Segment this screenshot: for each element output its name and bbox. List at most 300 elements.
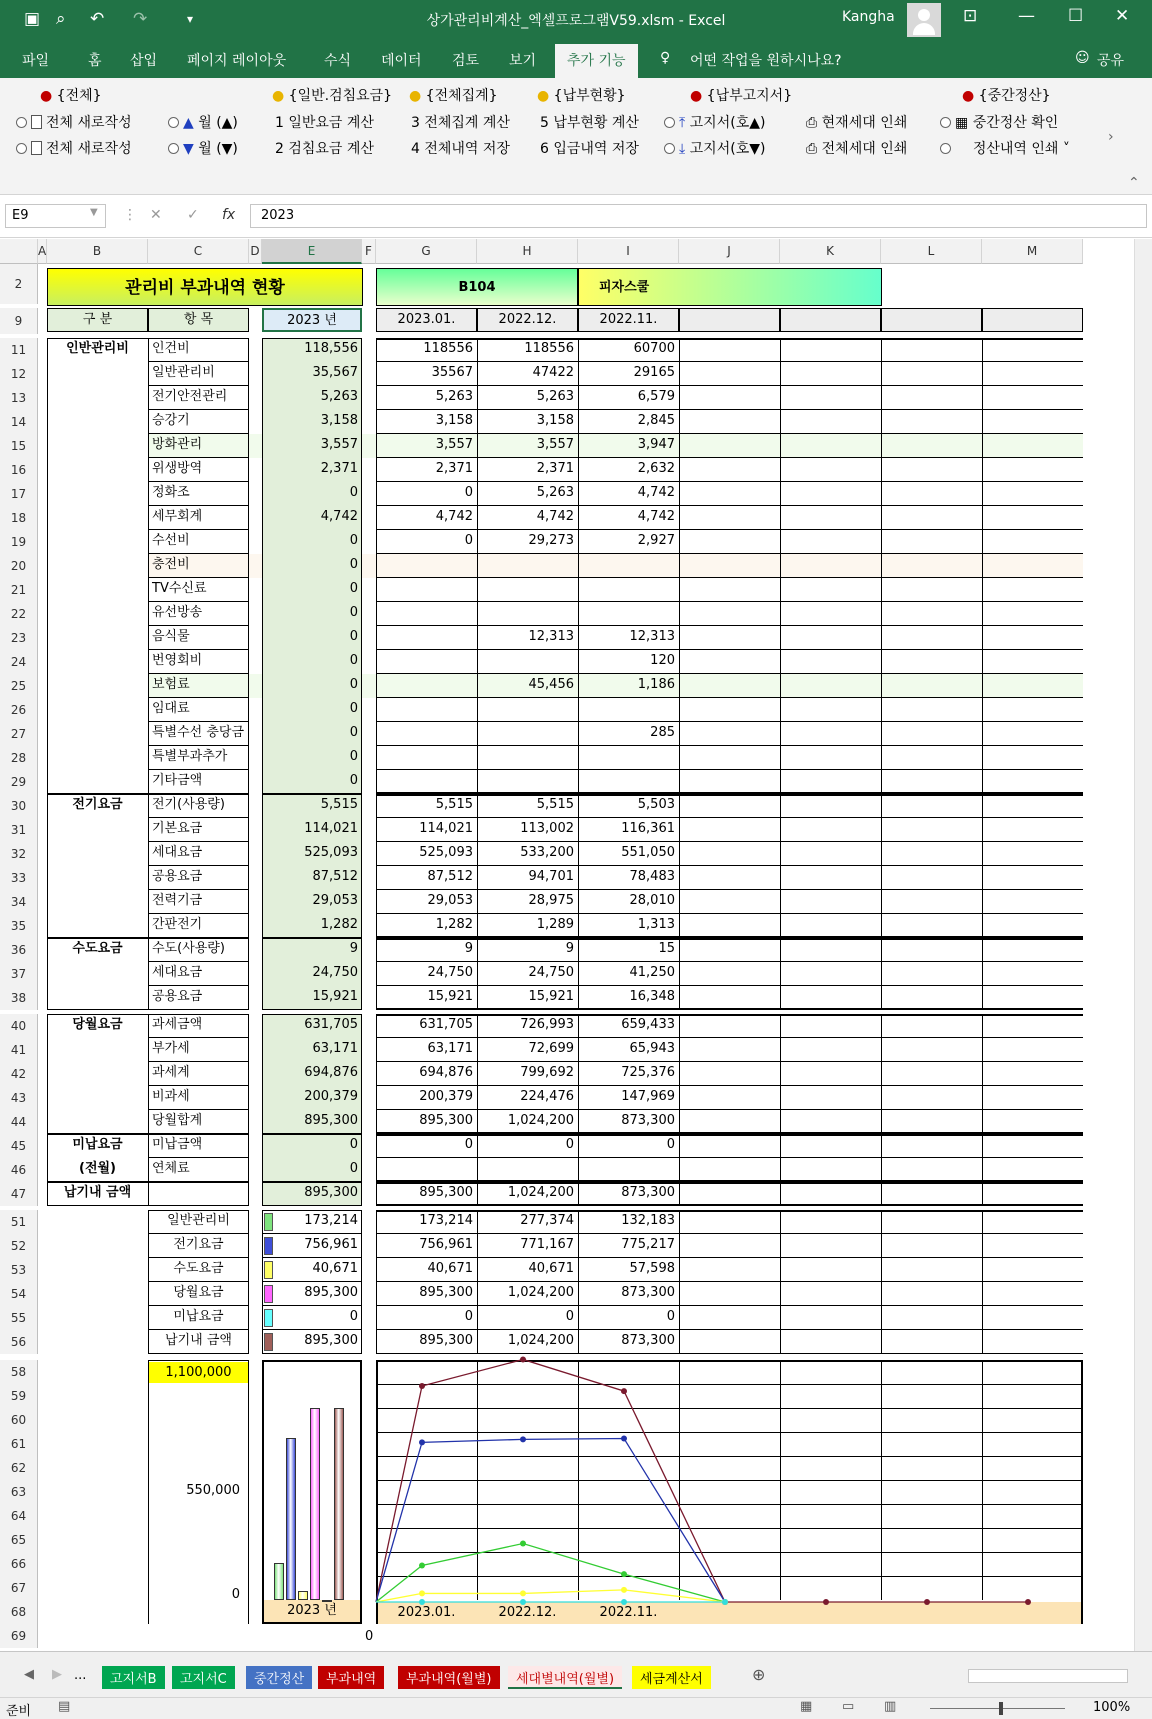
line-x-label: 2022.12. [498, 1605, 557, 1620]
row-header[interactable]: 38 [0, 986, 38, 1010]
grid-line [262, 1134, 263, 1182]
group-general[interactable]: ● {일반.검침요금} [272, 88, 393, 104]
summary-total-value: 756,961 [304, 1237, 358, 1252]
grid-line [376, 938, 1083, 940]
month-value: 15 [658, 941, 675, 956]
general-calc-button[interactable]: 1 일반요금 계산 [275, 115, 374, 131]
series-point [621, 1435, 627, 1441]
group-payment[interactable]: ● {납부현황} [537, 88, 626, 104]
customize-qat-icon[interactable]: ▾ [187, 12, 194, 26]
x-zero-label: 0 [365, 1629, 374, 1644]
zoom-level[interactable]: 100% [1093, 1700, 1131, 1715]
bulb-icon: ● [272, 88, 285, 104]
row-header[interactable]: 54 [0, 1282, 38, 1306]
year-total: 200,379 [262, 1086, 362, 1110]
row-header[interactable]: 66 [0, 1552, 38, 1576]
grid-line [248, 1014, 249, 1134]
row-header[interactable]: 30 [0, 794, 38, 818]
add-sheet-icon[interactable]: ⊕ [752, 1665, 766, 1684]
save-icon[interactable]: ▣ [24, 9, 41, 29]
notice-down-button[interactable]: ⤓ 고지서(호▼) [664, 140, 765, 158]
sheet-tab[interactable]: 고지서B [102, 1666, 165, 1689]
month-value: 799,692 [520, 1065, 574, 1080]
item-label: 유선방송 [152, 605, 203, 620]
column-header-J[interactable]: J [679, 239, 780, 264]
column-header-D[interactable]: D [249, 239, 262, 264]
series-point [419, 1439, 425, 1445]
series-point [419, 1383, 425, 1389]
row-header[interactable]: 26 [0, 698, 38, 722]
document-icon [31, 115, 42, 129]
save-all-button[interactable]: 4 전체내역 저장 [411, 141, 510, 157]
month-value: 551,050 [621, 845, 675, 860]
grid-line [248, 1210, 249, 1354]
page-layout-view-icon[interactable]: ▭ [842, 1699, 855, 1714]
print-preview-icon[interactable]: ⌕ [56, 9, 66, 29]
scroll-right-icon[interactable]: ▶ [52, 1667, 62, 1682]
tab-home[interactable]: 홈 [88, 53, 102, 69]
column-header-E[interactable]: E [262, 239, 362, 264]
zoom-slider-thumb[interactable] [999, 1702, 1003, 1715]
row-header[interactable]: 37 [0, 962, 38, 986]
sheet-tab[interactable]: 부과내역(월별) [398, 1666, 500, 1689]
month-value: 873,300 [621, 1113, 675, 1128]
line-x-label: 2023.01. [397, 1605, 456, 1620]
legend-swatch [264, 1237, 273, 1255]
grid-line [262, 1210, 362, 1211]
month-value: 118556 [524, 341, 574, 356]
grid-line [376, 1353, 1083, 1354]
grid-line [679, 1014, 680, 1134]
year-total: 694,876 [262, 1062, 362, 1086]
person-icon: ☺ [1075, 50, 1090, 66]
grid-line [881, 1182, 882, 1206]
row-header[interactable]: 19 [0, 530, 38, 554]
row-header[interactable]: 43 [0, 1086, 38, 1110]
bar-2 [298, 1591, 308, 1600]
summary-month-value: 775,217 [621, 1237, 675, 1252]
macro-record-icon[interactable]: ▤ [58, 1699, 71, 1714]
grid-line [477, 1014, 478, 1134]
tab-insert[interactable]: 삽입 [130, 53, 158, 69]
row-header[interactable]: 9 [0, 308, 38, 334]
row-header[interactable]: 2 [0, 264, 38, 304]
year-total: 631,705 [262, 1014, 362, 1038]
series-point [520, 1436, 526, 1442]
grid-line [376, 938, 377, 1010]
month-value: 224,476 [520, 1089, 574, 1104]
avatar[interactable] [907, 3, 941, 37]
month-value: 1,313 [637, 917, 675, 932]
grid-line [578, 1182, 579, 1206]
grid-line [248, 338, 249, 794]
grid-line [578, 1014, 579, 1134]
new-all-button-2[interactable]: 전체 새로작성 [16, 140, 132, 158]
item-label: 공용요금 [152, 869, 203, 884]
horizontal-scrollbar[interactable] [968, 1669, 1128, 1683]
sheet-tab[interactable]: 세대별내역(월별) [508, 1666, 622, 1689]
ribbon-scroll-right-icon[interactable]: › [1108, 129, 1114, 145]
tab-view[interactable]: 보기 [509, 53, 537, 69]
row-header[interactable]: 24 [0, 650, 38, 674]
grid-line [780, 1210, 781, 1354]
row-header[interactable]: 62 [0, 1456, 38, 1480]
grid-line [47, 1182, 48, 1206]
normal-view-icon[interactable]: ▦ [800, 1699, 813, 1714]
item-label: 특별부과추가 [152, 749, 228, 764]
month-value: 29165 [633, 365, 675, 380]
grid-line [148, 1134, 149, 1182]
chevron-down-icon[interactable]: ▼ [90, 207, 98, 218]
year-total: 0 [262, 770, 362, 794]
summary-month-value: 40,671 [528, 1261, 574, 1276]
month-value: 895,300 [419, 1113, 473, 1128]
series-point [520, 1590, 526, 1596]
payment-calc-button[interactable]: 5 납부현황 계산 [540, 115, 639, 131]
row-header[interactable]: 51 [0, 1210, 38, 1234]
month-value: 87,512 [427, 869, 473, 884]
tab-data[interactable]: 데이터 [381, 53, 422, 69]
close-icon[interactable]: ✕ [1115, 6, 1130, 26]
group-interim[interactable]: ● {중간정산} [962, 88, 1051, 104]
grid-line [47, 338, 48, 794]
document-icon [31, 141, 42, 155]
row-header[interactable]: 11 [0, 338, 38, 362]
grid-line [376, 721, 1083, 722]
grid-line [148, 1353, 249, 1354]
year-total: 24,750 [262, 962, 362, 986]
month-value: 873,300 [621, 1185, 675, 1200]
month-value: 78,483 [629, 869, 675, 884]
row-header[interactable]: 58 [0, 1360, 38, 1384]
month-down-button[interactable]: ▼ 월 (▼) [168, 140, 238, 158]
row-header[interactable]: 56 [0, 1330, 38, 1354]
month-value: 4,742 [536, 509, 574, 524]
row-header[interactable]: 64 [0, 1504, 38, 1528]
grid-line [881, 1210, 882, 1354]
tell-me-search[interactable]: 어떤 작업을 원하시나요? [690, 53, 842, 69]
row-header[interactable]: 28 [0, 746, 38, 770]
grid-line [262, 1009, 362, 1010]
enter-icon[interactable]: ✓ [187, 207, 199, 223]
column-header-L[interactable]: L [881, 239, 982, 264]
grid-line [376, 1008, 1083, 1010]
row-header[interactable]: 59 [0, 1384, 38, 1408]
year-total: 35,567 [262, 362, 362, 386]
column-header-A[interactable]: A [38, 239, 47, 264]
cancel-icon[interactable]: ✕ [150, 207, 162, 223]
row-header[interactable]: 33 [0, 866, 38, 890]
tab-file[interactable]: 파일 [22, 53, 50, 69]
empty-month-header [780, 308, 881, 332]
grid-line [248, 1134, 249, 1182]
year-total: 3,557 [262, 434, 362, 458]
grid-line [262, 1353, 362, 1354]
row-header[interactable]: 14 [0, 410, 38, 434]
year-cell-selected[interactable]: 2023 년 [262, 308, 362, 332]
row-header[interactable]: 46 [0, 1158, 38, 1182]
month-value: 28,010 [629, 893, 675, 908]
share-button[interactable]: 공유 [1097, 53, 1125, 69]
month-value: 45,456 [528, 677, 574, 692]
bar-chart-xlabel: 2023 년 [264, 1600, 360, 1622]
sheet-tab[interactable]: ... [66, 1666, 94, 1689]
month-up-button[interactable]: ▲ 월 (▲) [168, 114, 238, 132]
grid-line [780, 1014, 781, 1134]
minimize-icon[interactable]: — [1018, 6, 1035, 26]
grid-line [361, 1182, 362, 1206]
grid-line [361, 938, 362, 1010]
scroll-left-icon[interactable]: ◀ [24, 1667, 34, 1682]
bar-3 [310, 1408, 320, 1600]
row-header[interactable]: 55 [0, 1306, 38, 1330]
tab-add-ins[interactable]: 추가 기능 [555, 44, 638, 78]
ribbon-display-icon[interactable]: ⊡ [963, 6, 978, 26]
grid-line [148, 938, 149, 1010]
line-chart-svg [376, 1360, 1083, 1624]
series-point [823, 1599, 829, 1605]
total-calc-button[interactable]: 3 전체집계 계산 [411, 115, 510, 131]
series-point [520, 1540, 526, 1546]
settlement-print-button[interactable]: 정산내역 인쇄 ˅ [940, 140, 1070, 158]
year-total: 4,742 [262, 506, 362, 530]
row-header[interactable]: 31 [0, 818, 38, 842]
title-bar [0, 0, 1152, 40]
item-label: 번영회비 [152, 653, 203, 668]
grid-line [376, 1134, 377, 1182]
column-header-K[interactable]: K [780, 239, 881, 264]
row-header[interactable]: 63 [0, 1480, 38, 1504]
series-point [419, 1599, 425, 1605]
year-total: 0 [262, 650, 362, 674]
year-total: 0 [262, 554, 362, 578]
sheet-tab[interactable]: 고지서C [172, 1666, 235, 1689]
summary-month-value: 0 [464, 1309, 473, 1324]
row-header[interactable]: 27 [0, 722, 38, 746]
zoom-slider[interactable] [930, 1708, 1065, 1709]
unit-number: B104 [376, 268, 578, 306]
row-header[interactable]: 53 [0, 1258, 38, 1282]
series-line-1 [376, 1438, 725, 1602]
row-header[interactable]: 13 [0, 386, 38, 410]
grid-line [47, 794, 48, 938]
month-value: 72,699 [528, 1041, 574, 1056]
row-header[interactable]: 16 [0, 458, 38, 482]
grid-line [578, 338, 579, 794]
sheet-tab[interactable]: 세금계산서 [632, 1666, 711, 1689]
redo-icon[interactable]: ↷ [133, 9, 148, 29]
row-header[interactable]: 21 [0, 578, 38, 602]
summary-month-value: 40,671 [427, 1261, 473, 1276]
grid-line [376, 649, 1083, 650]
month-header: 2022.11. [578, 308, 679, 332]
print-all-button[interactable]: ⎙ 전체세대 인쇄 [806, 141, 908, 157]
worksheet-grid[interactable] [0, 239, 1134, 1651]
item-label: 비과세 [152, 1089, 190, 1104]
maximize-icon[interactable]: ☐ [1068, 6, 1084, 26]
grid-line [361, 338, 362, 794]
print-current-button[interactable]: ⎙ 현재세대 인쇄 [806, 115, 908, 131]
row-header[interactable]: 67 [0, 1576, 38, 1600]
group-label: 납기내 금액 [63, 1185, 132, 1200]
notice-up-button[interactable]: ⤒ 고지서(호▲) [664, 114, 765, 132]
tab-page-layout[interactable]: 페이지 레이아웃 [187, 53, 287, 69]
grid-line [148, 338, 149, 794]
grid-line [376, 338, 1083, 340]
row-header[interactable]: 36 [0, 938, 38, 962]
group-label: 인반관리비 [66, 341, 129, 356]
summary-month-value: 173,214 [419, 1213, 473, 1228]
tab-review[interactable]: 검토 [452, 53, 480, 69]
row-header[interactable]: 47 [0, 1182, 38, 1206]
month-value: 116,361 [621, 821, 675, 836]
row-header[interactable]: 40 [0, 1014, 38, 1038]
group-total[interactable]: ● {전체집계} [409, 88, 498, 104]
grid-line [262, 1014, 263, 1134]
grid-line [376, 1134, 1083, 1136]
item-label: 전력기금 [152, 893, 203, 908]
group-label: (전월) [79, 1161, 116, 1176]
row-header[interactable]: 32 [0, 842, 38, 866]
row-header[interactable]: 65 [0, 1528, 38, 1552]
row-header[interactable]: 15 [0, 434, 38, 458]
grid-line [982, 1182, 983, 1206]
row-header[interactable]: 60 [0, 1408, 38, 1432]
collapse-ribbon-icon[interactable]: ⌃ [1128, 175, 1140, 191]
row-header[interactable]: 20 [0, 554, 38, 578]
row-header[interactable]: 12 [0, 362, 38, 386]
grid-line [376, 1014, 1083, 1016]
sheet-tab[interactable]: 부과내역 [318, 1666, 384, 1689]
grid-line [262, 1014, 362, 1015]
month-value: 5,263 [536, 485, 574, 500]
column-header-F[interactable]: F [362, 239, 376, 264]
tab-formulas[interactable]: 수식 [324, 53, 352, 69]
line-x-label: 2022.11. [599, 1605, 658, 1620]
column-header-C[interactable]: C [148, 239, 249, 264]
item-label: 인건비 [152, 341, 190, 356]
column-header-M[interactable]: M [982, 239, 1083, 264]
bulb-icon: ● [537, 88, 550, 104]
row-header[interactable]: 25 [0, 674, 38, 698]
empty-month-header [982, 308, 1083, 332]
summary-month-value: 0 [565, 1309, 574, 1324]
undo-icon[interactable]: ↶ [90, 9, 105, 29]
month-value: 12,313 [629, 629, 675, 644]
year-total: 1,282 [262, 914, 362, 938]
month-value: 60700 [633, 341, 675, 356]
item-label: 특별수선 충당금 [152, 725, 245, 740]
row-header[interactable]: 41 [0, 1038, 38, 1062]
month-value: 24,750 [528, 965, 574, 980]
printer-icon: ⎙ [806, 141, 818, 157]
page-break-view-icon[interactable]: ▥ [884, 1699, 897, 1714]
row-header[interactable]: 29 [0, 770, 38, 794]
grid-line [262, 1182, 263, 1206]
month-value: 63,171 [427, 1041, 473, 1056]
summary-month-value: 873,300 [621, 1333, 675, 1348]
grid-line [361, 1134, 362, 1182]
save-deposit-button[interactable]: 6 입금내역 저장 [540, 141, 639, 157]
row-header[interactable]: 23 [0, 626, 38, 650]
year-total: 0 [262, 530, 362, 554]
sheet-tab[interactable]: 중간정산 [246, 1666, 312, 1689]
month-value: 9 [565, 941, 574, 956]
column-header-G[interactable]: G [376, 239, 477, 264]
year-total: 15,921 [262, 986, 362, 1010]
vertical-scrollbar[interactable] [1134, 239, 1152, 1651]
group-label: 당월요금 [72, 1017, 123, 1032]
series-point [924, 1599, 930, 1605]
year-total: 63,171 [262, 1038, 362, 1062]
row-header[interactable]: 44 [0, 1110, 38, 1134]
formula-bar [0, 196, 1152, 238]
chevron-down-icon: ˅ [1062, 141, 1070, 157]
row-header[interactable]: 18 [0, 506, 38, 530]
arrow-bottom-icon: ⤓ [679, 141, 686, 157]
column-header-I[interactable]: I [578, 239, 679, 264]
row-header[interactable]: 34 [0, 890, 38, 914]
formula-input[interactable]: 2023 [250, 204, 1147, 228]
new-all-button-1[interactable]: 전체 새로작성 [16, 114, 132, 132]
grid-line [376, 1204, 1083, 1206]
row-header[interactable]: 22 [0, 602, 38, 626]
grid-line [982, 1210, 983, 1354]
select-all-corner[interactable] [0, 239, 38, 264]
row-header[interactable]: 35 [0, 914, 38, 938]
summary-month-value: 1,024,200 [507, 1285, 574, 1300]
insert-function-icon[interactable]: fx [222, 207, 236, 223]
month-value: 47422 [532, 365, 574, 380]
group-label: 수도요금 [72, 941, 123, 956]
group-notice[interactable]: ● {납부고지서} [690, 88, 793, 104]
column-header-H[interactable]: H [477, 239, 578, 264]
month-value: 29,273 [528, 533, 574, 548]
name-box[interactable]: E9 [5, 204, 106, 228]
grid-line [248, 794, 249, 938]
row-header[interactable]: 61 [0, 1432, 38, 1456]
summary-label: 일반관리비 [167, 1213, 230, 1228]
month-value: 0 [565, 1137, 574, 1152]
month-value: 5,263 [435, 389, 473, 404]
row-header[interactable]: 69 [0, 1624, 38, 1648]
meter-calc-button[interactable]: 2 검침요금 계산 [275, 141, 374, 157]
row-header[interactable]: 17 [0, 482, 38, 506]
ribbon-tabs [0, 40, 1152, 78]
column-header-B[interactable]: B [47, 239, 148, 264]
row-header[interactable]: 42 [0, 1062, 38, 1086]
group-all[interactable]: ● {전체} [40, 88, 102, 104]
month-value: 94,701 [528, 869, 574, 884]
summary-total-value: 40,671 [312, 1261, 358, 1276]
user-name[interactable]: Kangha [842, 9, 895, 25]
month-value: 1,289 [536, 917, 574, 932]
ribbon [0, 78, 1152, 195]
row-header[interactable]: 52 [0, 1234, 38, 1258]
grid-line [982, 794, 983, 938]
grid-line [262, 938, 263, 1010]
bulb-icon: ● [962, 88, 975, 104]
item-label: 충전비 [152, 557, 190, 572]
month-value: 9 [464, 941, 473, 956]
header-hangmok: 항 목 [148, 308, 249, 332]
year-total: 29,053 [262, 890, 362, 914]
lightbulb-icon: ♀ [660, 50, 671, 66]
row-header[interactable]: 68 [0, 1600, 38, 1624]
item-label: TV수신료 [152, 581, 207, 596]
row-header[interactable]: 45 [0, 1134, 38, 1158]
interim-check-button[interactable]: ▦ 중간정산 확인 [940, 114, 1058, 132]
